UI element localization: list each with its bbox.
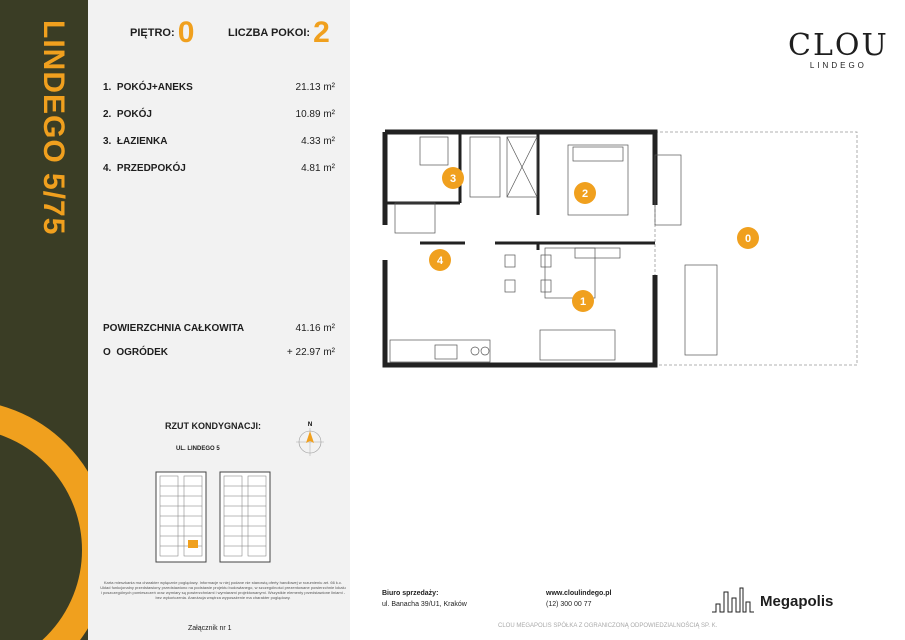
compass-icon (296, 418, 324, 458)
list-item: 4. PRZEDPOKÓJ 4.81 m² (103, 163, 335, 174)
phone-number: (12) 300 00 77 (546, 601, 592, 608)
svg-text:Megapolis: Megapolis (760, 593, 834, 610)
street-label: UL. LINDEGO 5 (176, 446, 220, 452)
disclaimer: Karta mieszkania ma charakter wyłącznie poglądowy. Informacje w niej podane nie stanowią oferty handlowej w rozumieniu art. 66 k.c. Układ funkcjonalny przedstawiony przedstawiono na podstawie projektu budowlanego, w szczególności prezentowane powierzchnie lokalu i poszczególnych pomieszczeń oraz wymiary są powierzchniami i wymiarami projektowanymi. Wszystkie elementy przedstawione liniami - bez wykończenia. Aranżacja wnętrza wyposażenie ma charakter poglądowy. (100, 580, 346, 600)
building-keyplan (148, 460, 278, 575)
svg-text:N: N (307, 422, 313, 428)
sales-office-label: Biuro sprzedaży: (382, 590, 439, 597)
list-item: 2. POKÓJ 10.89 m² (103, 109, 335, 120)
highlighted-unit (188, 540, 198, 548)
company-name: CLOU MEGAPOLIS SPÓŁKA Z OGRANICZONĄ ODPOWIEDZIALNOŚCIĄ SP. K. (498, 623, 718, 629)
floor-info (130, 16, 194, 50)
list-item: 1. POKÓJ+ANEKS 21.13 m² (103, 82, 335, 93)
appendix-label: Załącznik nr 1 (188, 625, 232, 632)
floor-plan-title: RZUT KONDYGNACJI: (165, 421, 261, 431)
list-item: 3. ŁAZIENKA 4.33 m² (103, 136, 335, 147)
rooms-count-info (228, 16, 330, 50)
total-area: POWIERZCHNIA CAŁKOWITA 41.16 m² (103, 323, 335, 334)
totals (103, 323, 335, 371)
room-list (103, 82, 335, 190)
left-band (0, 0, 88, 640)
svg-text:1: 1 (579, 296, 587, 308)
svg-text:4: 4 (436, 255, 444, 267)
website-link[interactable]: www.cloulindego.pl (546, 590, 612, 597)
svg-text:0: 0 (744, 233, 752, 245)
apartment-title: LINDEGO 5/75 (37, 20, 70, 236)
floor-value: 0 (177, 16, 195, 49)
svg-text:2: 2 (581, 188, 589, 200)
decorative-arc (0, 400, 88, 640)
floor-label: PIĘTRO: (130, 26, 175, 39)
rooms-count-value: 2 (313, 16, 330, 49)
garden-area: O OGRÓDEK + 22.97 m² (103, 347, 335, 358)
sales-office-address: ul. Banacha 39/U1, Kraków (382, 601, 467, 608)
megapolis-logo (710, 584, 870, 614)
rooms-count-label: LICZBA POKOI: (228, 26, 311, 39)
clou-logo: CLOU LINDEGO (788, 28, 889, 70)
svg-text:3: 3 (449, 173, 457, 185)
apartment-floor-plan (355, 115, 875, 385)
